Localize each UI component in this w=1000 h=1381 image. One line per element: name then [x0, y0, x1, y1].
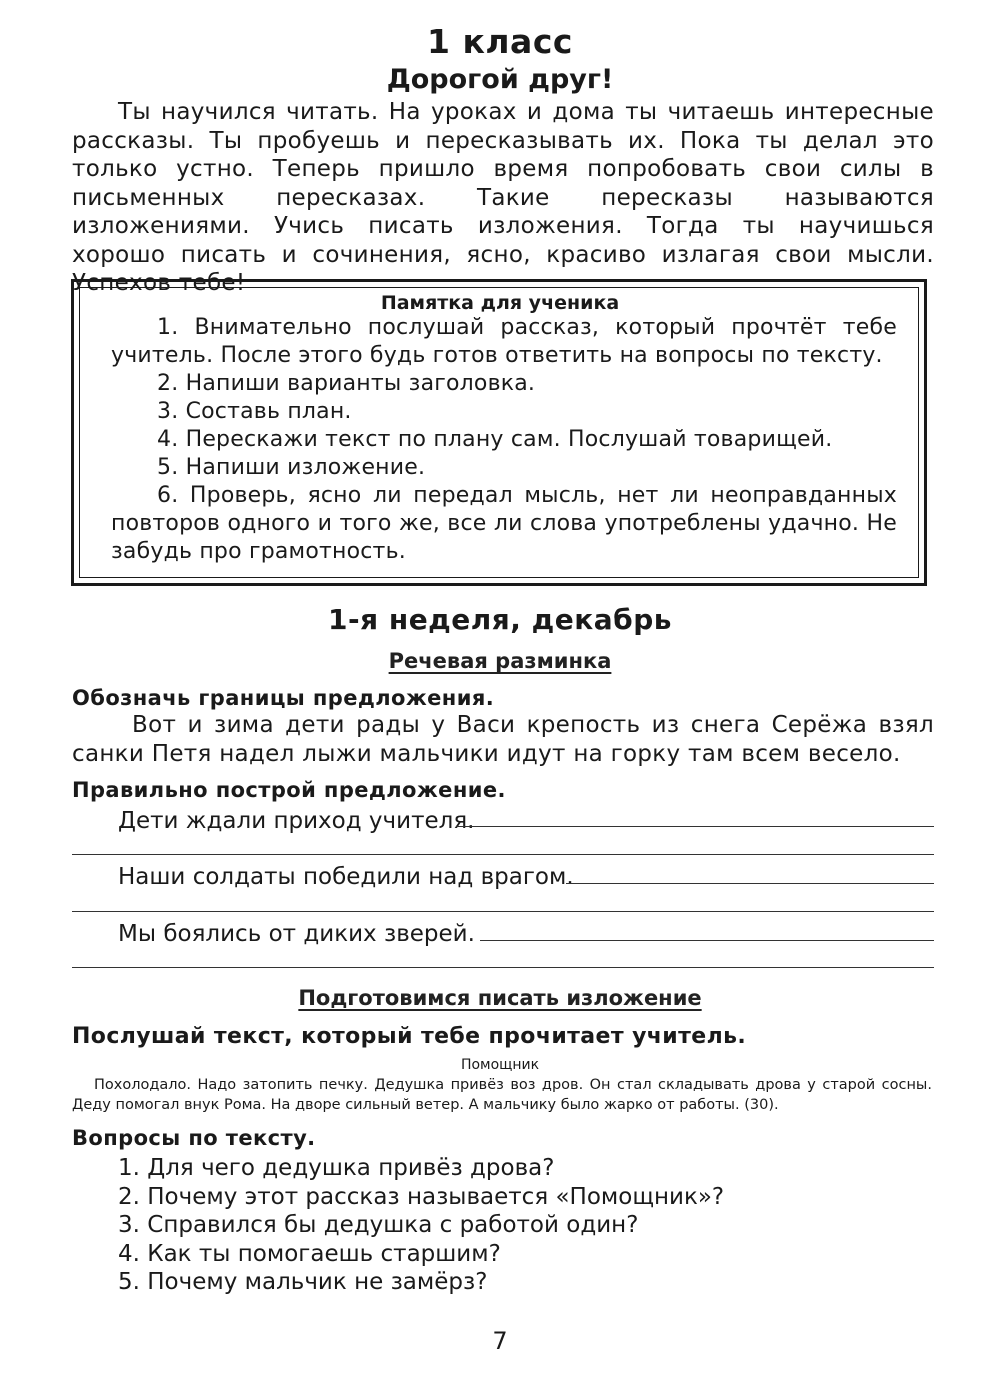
memo-item: 5. Напиши изложение. [157, 455, 426, 480]
answer-line[interactable] [456, 826, 934, 827]
greeting-heading: Дорогой друг! [386, 64, 614, 95]
memo-item: 2. Напиши варианты заголовка. [157, 371, 536, 396]
prep-heading-text: Подготовимся писать изложение [298, 986, 702, 1010]
memo-item: 6. Проверь, ясно ли передал мысль, нет ли неоправданных повторов одного и того же, все ли слова употреблены удачно. Не забудь про грамотность. [111, 483, 897, 564]
memo-item: 1. Внимательно послушай рассказ, который прочтёт тебе учитель. После этого будь готов ответить на вопросы по тексту. [111, 315, 897, 368]
answer-line[interactable] [480, 940, 934, 941]
task1-text: Вот и зима дети рады у Васи крепость из снега Серёжа взял санки Петя надел лыжи мальчики идут на горку там всем весело. [72, 712, 934, 767]
memo-item: 3. Составь план. [157, 399, 352, 424]
answer-line[interactable] [566, 883, 934, 884]
story-text: Похолодало. Надо затопить печку. Дедушка привёз воз дров. Он стал складывать дрова у старой сосны. Деду помогал внук Рома. На дворе сильный ветер. А мальчику было жарко от работы. (30). [72, 1077, 932, 1113]
task1-paragraph [72, 711, 934, 768]
week-title: 1-я неделя, декабрь [328, 603, 672, 636]
answer-line[interactable] [72, 854, 934, 855]
answer-line[interactable] [72, 911, 934, 912]
question-item: 1. Для чего дедушка привёз дрова? [118, 1155, 555, 1181]
answer-line[interactable] [72, 967, 934, 968]
sentence-row-3 [72, 921, 934, 951]
sentence-row-1 [72, 808, 934, 838]
memo-title: Памятка для ученика [380, 292, 620, 314]
warmup-heading [0, 649, 1000, 673]
intro-paragraph [72, 98, 934, 298]
task1-title: Обозначь границы предложения. [72, 686, 495, 710]
memo-item: 4. Перескажи текст по плану сам. Послушай товарищей. [157, 427, 833, 452]
question-item: 3. Справился бы дедушка с работой один? [118, 1212, 639, 1238]
questions-list [118, 1154, 724, 1297]
question-item: 5. Почему мальчик не замёрз? [118, 1269, 488, 1295]
prep-heading [0, 986, 1000, 1010]
task3-title: Послушай текст, который тебе прочитает учитель. [72, 1024, 747, 1049]
sentence-text: Мы боялись от диких зверей. [118, 921, 475, 947]
memo-list [111, 314, 897, 566]
intro-text: Ты научился читать. На уроках и дома ты читаешь интересные рассказы. Ты пробуешь и пересказывать их. Пока ты делал это только устно. Теперь пришло время попробовать свои силы в письменных пересказах. Такие пересказы называются изложениями. Учись писать изложения. Тогда ты научишься хорошо писать и сочинения, ясно, красиво излагая свои мысли. Успехов тебе! [72, 99, 934, 296]
page-title: 1 класс [427, 22, 573, 61]
question-item: 4. Как ты помогаешь старшим? [118, 1240, 501, 1267]
question-item: 2. Почему этот рассказ называется «Помощник»? [118, 1183, 725, 1210]
page-number: 7 [492, 1327, 508, 1355]
questions-title: Вопросы по тексту. [72, 1126, 316, 1150]
sentence-row-2 [72, 864, 934, 894]
task2-title: Правильно построй предложение. [72, 778, 506, 802]
story-title: Помощник [460, 1057, 540, 1073]
warmup-heading-text: Речевая разминка [388, 649, 612, 673]
sentence-text: Дети ждали приход учителя. [118, 808, 475, 834]
sentence-text: Наши солдаты победили над врагом. [118, 864, 574, 890]
story-paragraph [72, 1075, 932, 1115]
